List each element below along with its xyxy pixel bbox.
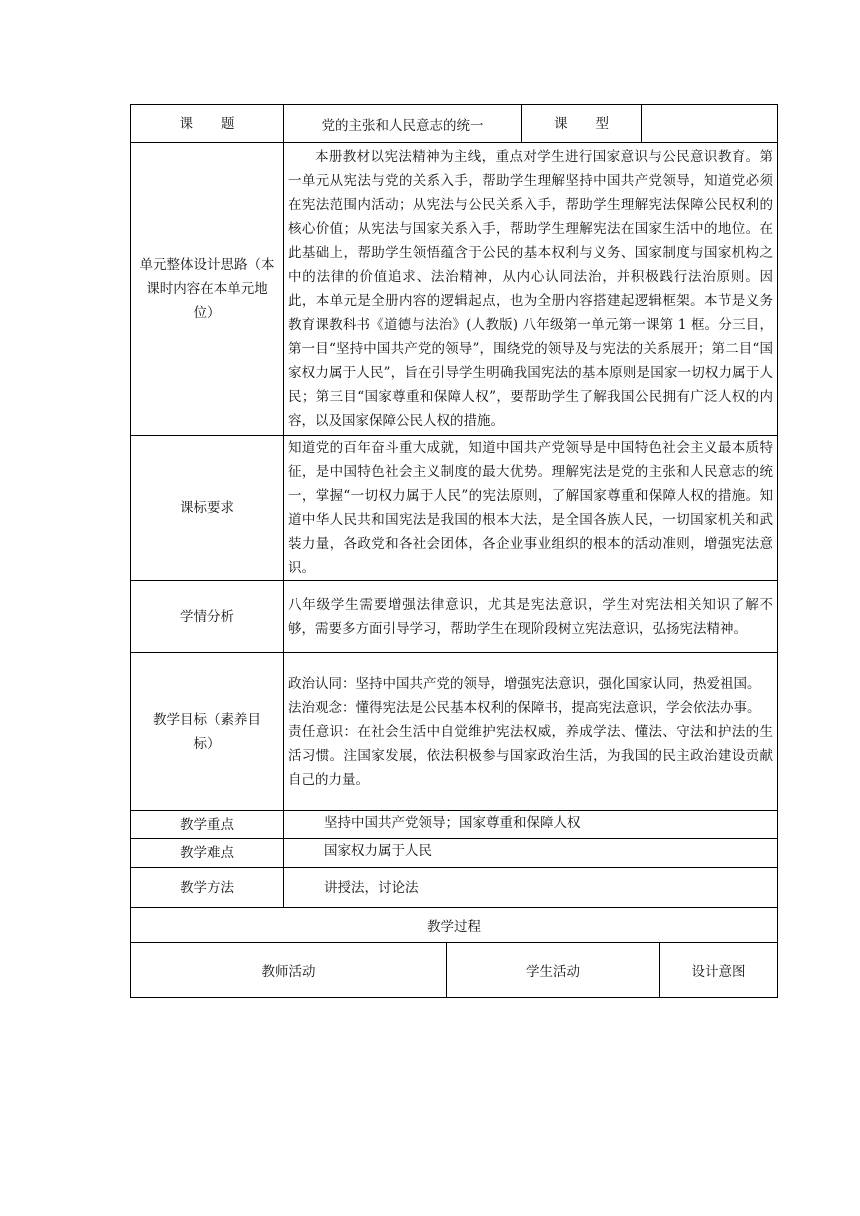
goals-cell [284,653,778,811]
goal-responsibility: 责任意识：在社会生活中自觉维护宪法权威，养成学法、懂法、守法和护法的生活习惯。注国家发展，依法积极参与国家政治生活，为我国的民主政治建设贡献自己的力量。 [288,723,773,788]
process-title-row [131,908,778,943]
unit-design-row [131,143,778,436]
analysis-text: 八年级学生需要增强法律意识，尤其是宪法意识，学生对宪法相关知识了解不够，需要多方面引导学习，帮助学生在现阶段树立宪法意识，弘扬宪法精神。 [284,581,778,653]
key-points-text: 坚持中国共产党领导；国家尊重和保障人权 [284,811,778,839]
topic-value: 党的主张和人民意志的统一 [284,105,522,143]
difficulties-label: 教学难点 [131,839,284,868]
teacher-activity-header: 教师活动 [131,943,447,998]
student-activity-header: 学生活动 [447,943,660,998]
curriculum-row [131,436,778,581]
unit-design-label: 单元整体设计思路（本课时内容在本单元地位） [131,143,284,436]
difficulties-row [131,839,778,868]
topic-label: 课题 [131,105,284,143]
process-title: 教学过程 [131,908,778,943]
unit-design-text: 本册教材以宪法精神为主线，重点对学生进行国家意识与公民意识教育。第一单元从宪法与党的关系入手，帮助学生理解坚持中国共产党领导，知道党必须在宪法范围内活动；从宪法与公民关系入手，帮助学生理解宪法保障公民权利的核心价值；从宪法与国家关系入手，帮助学生理解宪法在国家生活中的地位。在此基础上，帮助学生领悟蕴含于公民的基本权利与义务、国家制度与国家机构之中的法律的价值追求、法治精神，从内心认同法治，并积极践行法治原则。因此，本单元是全册内容的逻辑起点，也为全册内容搭建起逻辑框架。本节是义务教育课教科书《道德与法治》(人教版) 八年级第一单元第一课第 1 框。分三目，第一目“坚持中国共产党的领导”，围绕党的领导及与宪法的关系展开；第二目“国家权力属于人民”，旨在引导学生明确我国宪法的基本原则是国家一切权力属于人民；第三目“国家尊重和保障人权”，要帮助学生了解我国公民拥有广泛人权的内容，以及国家保障公民人权的措施。 [284,143,778,436]
type-value [642,105,778,143]
design-intent-header: 设计意图 [660,943,778,998]
curriculum-text: 知道党的百年奋斗重大成就，知道中国共产党领导是中国特色社会主义最本质特征，是中国特色社会主义制度的最大优势。理解宪法是党的主张和人民意志的统一，掌握“一切权力属于人民”的宪法原则，了解国家尊重和保障人权的措施。知道中华人民共和国宪法是我国的根本大法，是全国各族人民，一切国家机关和武装力量，各政党和各社会团体，各企业事业组织的根本的活动准则，增强宪法意识。 [284,436,778,581]
lesson-plan-table [130,104,778,998]
goals-label: 教学目标（素养目标） [131,653,284,811]
difficulties-text: 国家权力属于人民 [284,839,778,868]
goal-political: 政治认同：坚持中国共产党的领导，增强宪法意识，强化国家认同，热爱祖国。 [288,675,761,692]
key-points-label: 教学重点 [131,811,284,839]
analysis-label: 学情分析 [131,581,284,653]
analysis-row [131,581,778,653]
goal-legal: 法治观念：懂得宪法是公民基本权利的保障书，提高宪法意识，学会依法办事。 [288,699,761,716]
methods-text: 讲授法，讨论法 [284,868,778,908]
methods-row [131,868,778,908]
goals-row [131,653,778,811]
key-points-row [131,811,778,839]
type-label: 课型 [522,105,642,143]
header-row [131,105,778,143]
process-columns-row [131,943,778,998]
curriculum-label: 课标要求 [131,436,284,581]
methods-label: 教学方法 [131,868,284,908]
